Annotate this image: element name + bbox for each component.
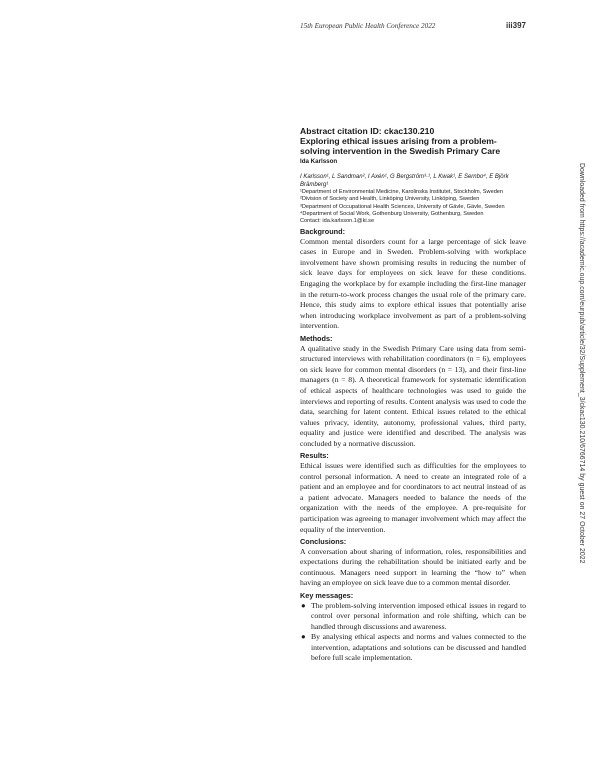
affiliations <box>300 189 526 225</box>
bullet-icon: ● <box>301 600 306 610</box>
page-number: iii397 <box>505 21 526 30</box>
download-sidebar <box>575 163 585 647</box>
abstract-title: Exploring ethical issues arising from a problem-solving intervention in the Swedish Primary Care <box>300 136 501 156</box>
presenter-name: Ida Karlsson <box>300 158 338 165</box>
key-message-item <box>300 632 526 664</box>
results-text: Ethical issues were identified such as difficulties for the employees to control personal information. A need to create an integrated role of a patient and an employee and for coordinators to act neutral instead of as a patient advocate. Managers needed to balance the needs of the organization with the needs of the employee. A pre-requisite for participation was agreeing to manager involvement which may affect the equality of the intervention. <box>300 460 526 534</box>
running-header <box>300 22 526 30</box>
author-list: I Karlsson¹, L Sandman², I Axén¹, G Bergström³·¹, L Kwak¹, E Sernbo⁴, E Björk Brämberg¹ <box>300 174 509 188</box>
contact-email: Contact: ida.karlsson.1@ki.se <box>300 218 375 224</box>
key-messages-heading: Key messages: <box>300 591 354 601</box>
results-heading: Results: <box>300 451 329 461</box>
key-message-item <box>300 601 526 633</box>
key-message-text: By analysing ethical aspects and norms and values connected to the intervention, adaptations and solutions can be discussed and handled before full scale implementation. <box>311 632 526 663</box>
affiliation: ¹Department of Environmental Medicine, Karolinska Institutet, Stockholm, Sweden <box>300 189 504 196</box>
journal-name: 15th European Public Health Conference 2022 <box>300 22 436 30</box>
bullet-icon: ● <box>301 632 306 642</box>
background-heading: Background: <box>300 227 345 237</box>
abstract-column <box>300 126 526 664</box>
methods-heading: Methods: <box>300 334 333 344</box>
affiliation: ³Department of Occupational Health Sciences, University of Gävle, Gävle, Sweden <box>300 203 505 210</box>
key-messages-list <box>300 601 526 665</box>
conclusions-heading: Conclusions: <box>300 537 347 547</box>
key-message-text: The problem-solving intervention imposed ethical issues in regard to control over personal information and role shifting, which can be handled through discussions and awareness. <box>311 600 526 631</box>
conclusions-text: A conversation about sharing of information, roles, responsibilities and expectations during the rehabilitation should be initiated early and be continuous. Managers need support in learning the “how to” when having an employee on sick leave due to a common mental disorder. <box>300 546 526 588</box>
affiliation: ⁴Department of Social Work, Gothenburg University, Gothenburg, Sweden <box>300 210 484 217</box>
affiliation: ²Division of Society and Health, Linköping University, Linköping, Sweden <box>300 196 480 203</box>
background-text: Common mental disorders count for a large percentage of sick leave cases in Europe and in Sweden. Problem-solving with workplace involvement have shown promising results in reducing the number of sick leave days for employees on sick leave for these conditions. Engaging the workplace by for example including the first-line manager in the return-to-work process changes the usual role of the primary care. Hence, this study aims to explore ethical issues that potentially arise when introducing workplace involvement as part of a problem-solving intervention. <box>300 236 526 331</box>
abstract-citation-id: Abstract citation ID: ckac130.210 <box>300 126 435 136</box>
methods-text: A qualitative study in the Swedish Primary Care using data from semi-structured interviews with rehabilitation coordinators (n = 6), employees on sick leave for common mental disorders (n = 13), and their first-line managers (n = 8). A theoretical framework for systematic identification of ethical aspects of healthcare technologies was used to guide the interviews and reporting of results. Content analysis was used to code the data, searching for latent content. Ethical issues related to the ethical values privacy, identity, autonomy, professional values, third party, equality and justice were identified and described. The analysis was concluded by a normative discussion. <box>300 343 526 448</box>
download-notice: Downloaded from https://academic.oup.com/eurpub/article/32/Supplement_3/ckac130.210/6766714 by guest on 27 October 2022 <box>578 163 585 564</box>
